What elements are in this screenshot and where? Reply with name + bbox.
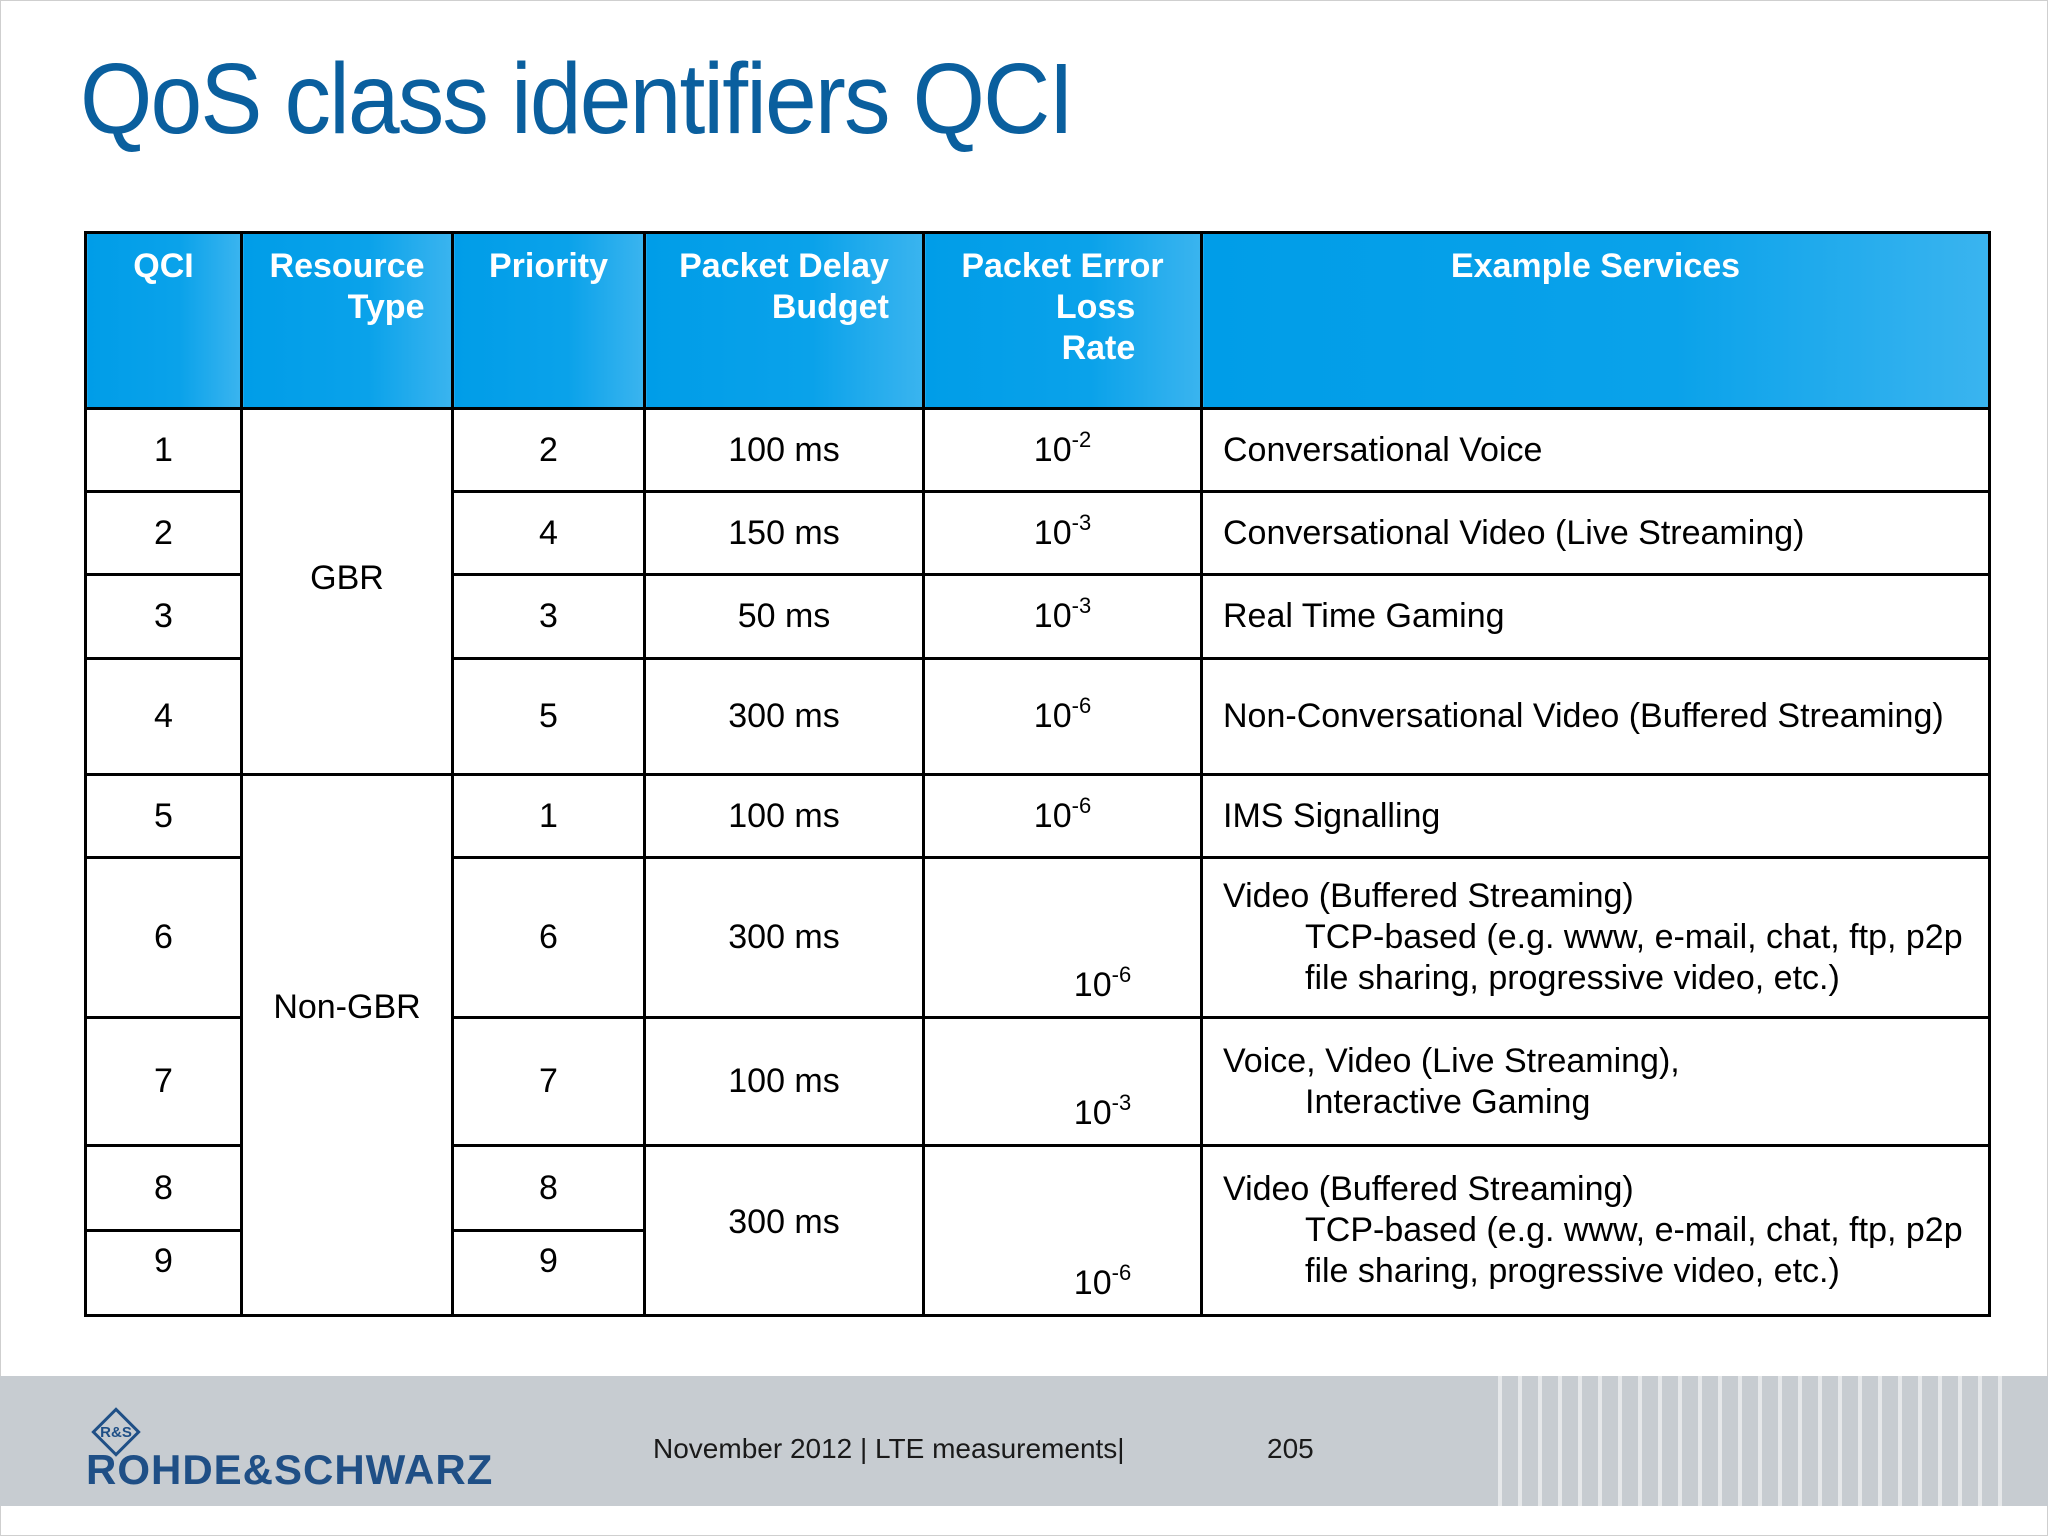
- table-header-row: [86, 233, 1990, 409]
- error-rate-cell: $10^{-3}$: [924, 575, 1202, 659]
- header-packet-delay-budget: Packet Delay Budget: [645, 233, 924, 409]
- priority-cell: 7: [453, 1018, 645, 1146]
- header-resource-type: Resource Type: [242, 233, 453, 409]
- header-packet-error-loss-rate: Packet Error Loss Rate: [924, 233, 1202, 409]
- error-rate-cell: $10^{-3}$: [924, 492, 1202, 575]
- qci-cell: 9: [86, 1231, 242, 1316]
- qci-cell: 1: [86, 409, 242, 492]
- service-cell: Conversational Video (Live Streaming): [1202, 492, 1990, 575]
- table-row: [86, 409, 1990, 492]
- service-cell: Video (Buffered Streaming) TCP-based (e.g. www, e-mail, chat, ftp, p2p file sharing, progressive video, etc.): [1202, 1146, 1990, 1316]
- service-cell: Conversational Voice: [1202, 409, 1990, 492]
- service-cell: IMS Signalling: [1202, 775, 1990, 858]
- header-example-services: Example Services: [1202, 233, 1990, 409]
- svg-text:R&S: R&S: [100, 1424, 132, 1441]
- resource-type-non-gbr: Non-GBR: [242, 775, 453, 1316]
- delay-cell: 50 ms: [645, 575, 924, 659]
- service-cell: Real Time Gaming: [1202, 575, 1990, 659]
- qci-cell: 5: [86, 775, 242, 858]
- error-rate-cell: $10^{-6}$: [924, 1146, 1202, 1316]
- delay-cell: 300 ms: [645, 858, 924, 1018]
- service-cell: Voice, Video (Live Streaming), Interactive Gaming: [1202, 1018, 1990, 1146]
- error-rate-cell: $10^{-6}$: [924, 775, 1202, 858]
- qci-cell: 3: [86, 575, 242, 659]
- qci-cell: 6: [86, 858, 242, 1018]
- error-rate-cell: $10^{-6}$: [924, 858, 1202, 1018]
- header-priority: Priority: [453, 233, 645, 409]
- company-logo-text: ROHDE&SCHWARZ: [86, 1446, 494, 1493]
- priority-cell: 2: [453, 409, 645, 492]
- service-cell: Non-Conversational Video (Buffered Streaming): [1202, 659, 1990, 775]
- priority-cell: 6: [453, 858, 645, 1018]
- delay-cell: 150 ms: [645, 492, 924, 575]
- qci-cell: 8: [86, 1146, 242, 1231]
- slide-title: QoS class identifiers QCI: [80, 43, 1073, 155]
- priority-cell: 4: [453, 492, 645, 575]
- qci-cell: 7: [86, 1018, 242, 1146]
- qci-cell: 4: [86, 659, 242, 775]
- priority-cell: 3: [453, 575, 645, 659]
- footer-stripes: [1498, 1376, 2018, 1506]
- table-row: [86, 775, 1990, 858]
- qci-table: [84, 231, 1991, 1317]
- delay-cell: 100 ms: [645, 1018, 924, 1146]
- delay-cell: 100 ms: [645, 775, 924, 858]
- delay-cell: 100 ms: [645, 409, 924, 492]
- priority-cell: 1: [453, 775, 645, 858]
- delay-cell: 300 ms: [645, 659, 924, 775]
- priority-cell: 9: [453, 1231, 645, 1316]
- error-rate-cell: $10^{-3}$: [924, 1018, 1202, 1146]
- qci-cell: 2: [86, 492, 242, 575]
- footer-date-topic: November 2012 | LTE measurements|: [653, 1433, 1125, 1464]
- footer-bar: [0, 1376, 2048, 1506]
- service-cell: Video (Buffered Streaming) TCP-based (e.g. www, e-mail, chat, ftp, p2p file sharing, progressive video, etc.): [1202, 858, 1990, 1018]
- footer-page-number: 205: [1267, 1433, 1314, 1464]
- resource-type-gbr: GBR: [242, 409, 453, 775]
- error-rate-cell: $10^{-6}$: [924, 659, 1202, 775]
- error-rate-cell: $10^{-2}$: [924, 409, 1202, 492]
- priority-cell: 8: [453, 1146, 645, 1231]
- delay-cell: 300 ms: [645, 1146, 924, 1316]
- header-qci: QCI: [86, 233, 242, 409]
- priority-cell: 5: [453, 659, 645, 775]
